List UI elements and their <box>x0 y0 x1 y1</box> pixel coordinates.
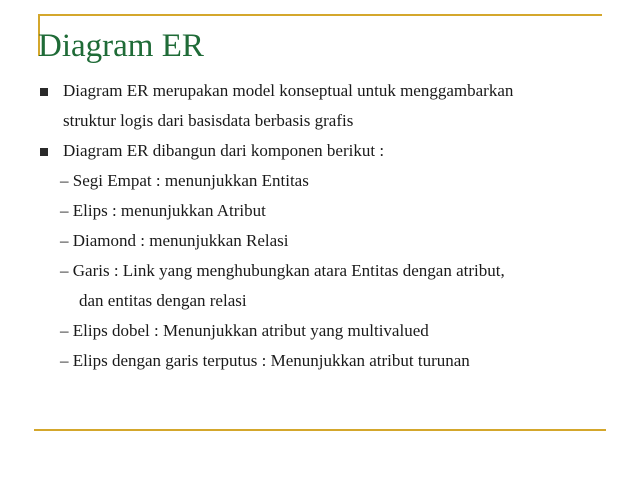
square-bullet-icon <box>40 148 48 156</box>
slide-title: Diagram ER <box>38 28 204 64</box>
bottom-rule <box>34 429 606 431</box>
top-rule <box>38 14 602 16</box>
square-bullet-icon <box>40 88 48 96</box>
